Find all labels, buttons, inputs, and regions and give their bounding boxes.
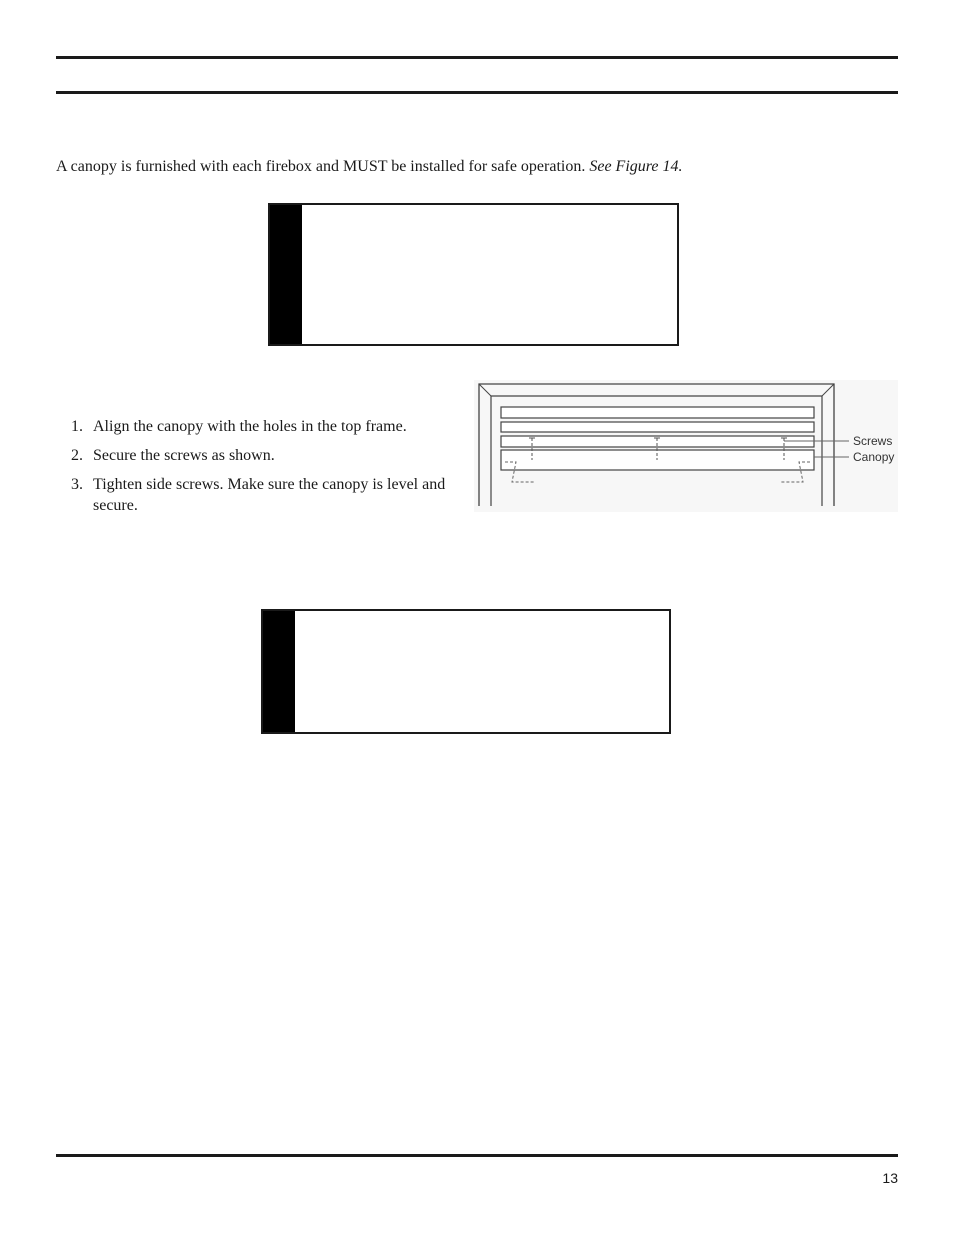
list-item	[56, 445, 466, 466]
list-item	[56, 474, 466, 516]
step-text: Secure the screws as shown.	[93, 447, 275, 464]
figure-reference: See Figure 14.	[589, 158, 683, 175]
label-screws: Screws	[853, 434, 893, 448]
label-canopy: Canopy	[853, 450, 895, 464]
intro-text: A canopy is furnished with each firebox and MUST be installed for safe operation.	[56, 158, 590, 175]
step-number: 3.	[71, 476, 83, 493]
warning-box-1	[268, 203, 679, 346]
step-number: 2.	[71, 447, 83, 464]
canopy-diagram	[474, 380, 898, 512]
warning-box-bar	[270, 205, 302, 344]
canopy-figure	[474, 380, 898, 512]
step-text: Align the canopy with the holes in the top frame.	[93, 418, 407, 435]
step-number: 1.	[71, 418, 83, 435]
warning-box-2	[261, 609, 671, 734]
intro-paragraph	[56, 156, 898, 178]
header-rule-bottom	[56, 91, 898, 94]
step-text: Tighten side screws. Make sure the canopy is level and secure.	[93, 476, 446, 514]
footer-rule	[56, 1154, 898, 1157]
installation-steps	[56, 416, 466, 524]
header-rule-top	[56, 56, 898, 59]
page-number: 13	[882, 1170, 898, 1186]
list-item	[56, 416, 466, 437]
warning-box-bar	[263, 611, 295, 732]
